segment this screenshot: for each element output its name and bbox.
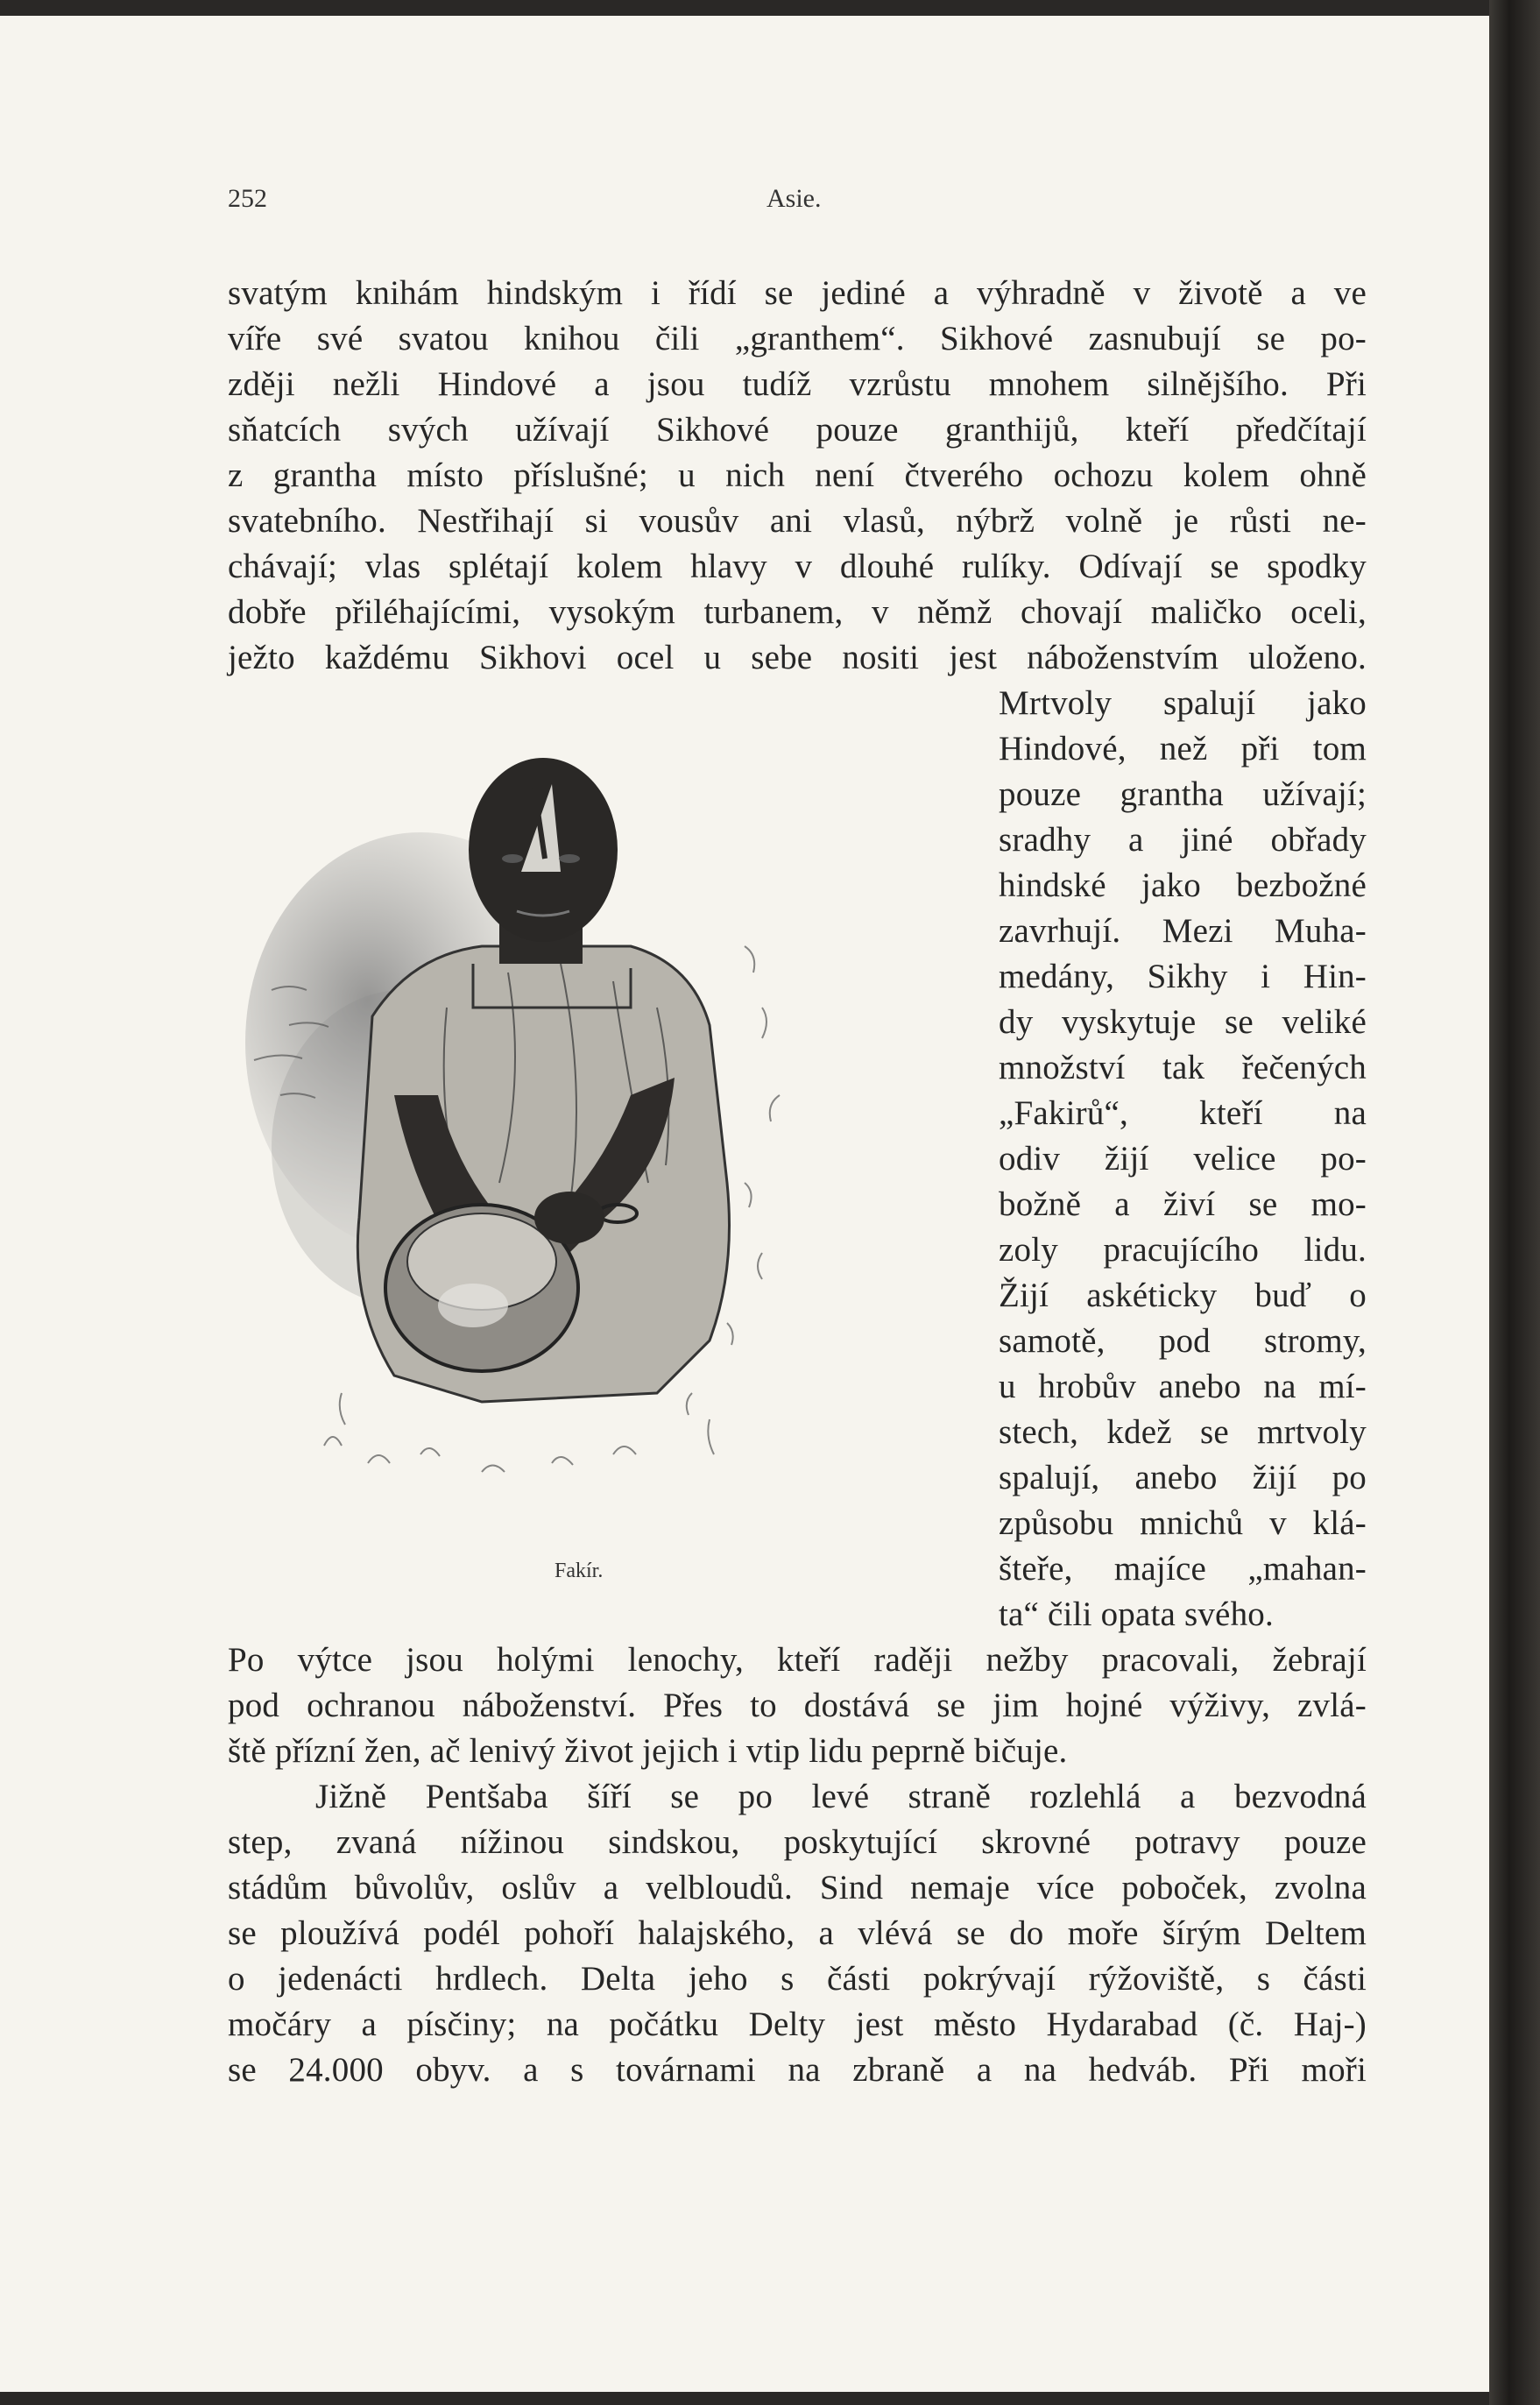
text-line: dobře přiléhajícími, vysokým turbanem, v němž chovají maličko oceli, xyxy=(228,593,1367,631)
side-text-line: ta“ čili opata svého. xyxy=(999,1595,1274,1633)
side-text-line: pouze grantha užívají; xyxy=(999,775,1367,813)
text-line: se 24.000 obyv. a s továrnami na zbraně a na hedváb. Při moři xyxy=(228,2051,1367,2089)
text-line: pod ochranou náboženství. Přes to dostává se jim hojné výživy, zvlá- xyxy=(228,1687,1367,1724)
text-line: Po výtce jsou holými lenochy, kteří raději nežby pracovali, žebrají xyxy=(228,1641,1367,1679)
side-text-line: Mrtvoly spalují jako xyxy=(999,684,1367,722)
side-text-line: hindské jako bezbožné xyxy=(999,867,1367,904)
text-line: ště přízní žen, ač lenivý život jejich i vtip lidu peprně bičuje. xyxy=(228,1732,1068,1770)
side-text-line: množství tak řečených xyxy=(999,1049,1367,1086)
text-line: sňatcích svých užívají Sikhové pouze granthijů, kteří předčítají xyxy=(228,411,1367,449)
text-line: Jižně Pentšaba šíří se po levé straně rozlehlá a bezvodná xyxy=(315,1778,1367,1815)
side-text-line: odiv žijí velice po- xyxy=(999,1140,1367,1178)
running-title: Asie. xyxy=(766,184,822,213)
text-line: stádům bůvolův, oslův a velbloudů. Sind nemaje více poboček, zvolna xyxy=(228,1869,1367,1906)
side-text-line: způsobu mnichů v klá- xyxy=(999,1504,1367,1542)
fakir-engraving xyxy=(219,727,937,1551)
side-text-line: medány, Sikhy i Hin- xyxy=(999,958,1367,995)
side-text-line: božně a živí se mo- xyxy=(999,1185,1367,1223)
page-number: 252 xyxy=(228,184,267,213)
side-text-line: zoly pracujícího lidu. xyxy=(999,1231,1367,1269)
text-line: chávají; vlas splétají kolem hlavy v dlouhé rulíky. Odívají se spodky xyxy=(228,548,1367,585)
text-line: svatým knihám hindským i řídí se jediné a výhradně v životě a ve xyxy=(228,274,1367,312)
text-line: močáry a písčiny; na počátku Delty jest město Hydarabad (č. Haj-) xyxy=(228,2005,1367,2043)
side-text-line: spalují, anebo žijí po xyxy=(999,1459,1367,1496)
side-text-line: Hindové, než při tom xyxy=(999,730,1367,767)
side-text-line: u hrobův anebo na mí- xyxy=(999,1368,1367,1405)
text-line: z grantha místo příslušné; u nich není čtverého ochozu kolem ohně xyxy=(228,456,1367,494)
book-spine xyxy=(1489,0,1540,2405)
side-text-line: „Fakirů“, kteří na xyxy=(999,1094,1367,1132)
text-line: ježto každému Sikhovi ocel u sebe nositi jest náboženstvím uloženo. xyxy=(228,639,1367,676)
side-text-line: dy vyskytuje se veliké xyxy=(999,1003,1367,1041)
text-line: svatebního. Nestřihají si vousův ani vlasů, nýbrž volně je růsti ne- xyxy=(228,502,1367,540)
text-line: víře své svatou knihou čili „granthem“. Sikhové zasnubují se po- xyxy=(228,320,1367,357)
figure-caption: Fakír. xyxy=(555,1560,604,1582)
text-line: se ploužívá podél pohoří halajského, a vlévá se do moře šírým Deltem xyxy=(228,1914,1367,1952)
text-line: o jedenácti hrdlech. Delta jeho s části pokrývají rýžoviště, s části xyxy=(228,1960,1367,1998)
side-text-line: sradhy a jiné obřady xyxy=(999,821,1367,859)
side-text-line: šteře, majíce „mahan- xyxy=(999,1550,1367,1588)
page-header xyxy=(228,184,1367,219)
text-line: zději nežli Hindové a jsou tudíž vzrůstu mnohem silnějšího. Při xyxy=(228,365,1367,403)
side-text-line: samotě, pod stromy, xyxy=(999,1322,1367,1360)
side-text-line: stech, kdež se mrtvoly xyxy=(999,1413,1367,1451)
fakir-illustration xyxy=(219,727,937,1551)
side-text-line: Žijí askéticky buď o xyxy=(999,1277,1367,1314)
text-line: step, zvaná nížinou sindskou, poskytující skrovné potravy pouze xyxy=(228,1823,1367,1861)
side-text-line: zavrhují. Mezi Muha- xyxy=(999,912,1367,950)
